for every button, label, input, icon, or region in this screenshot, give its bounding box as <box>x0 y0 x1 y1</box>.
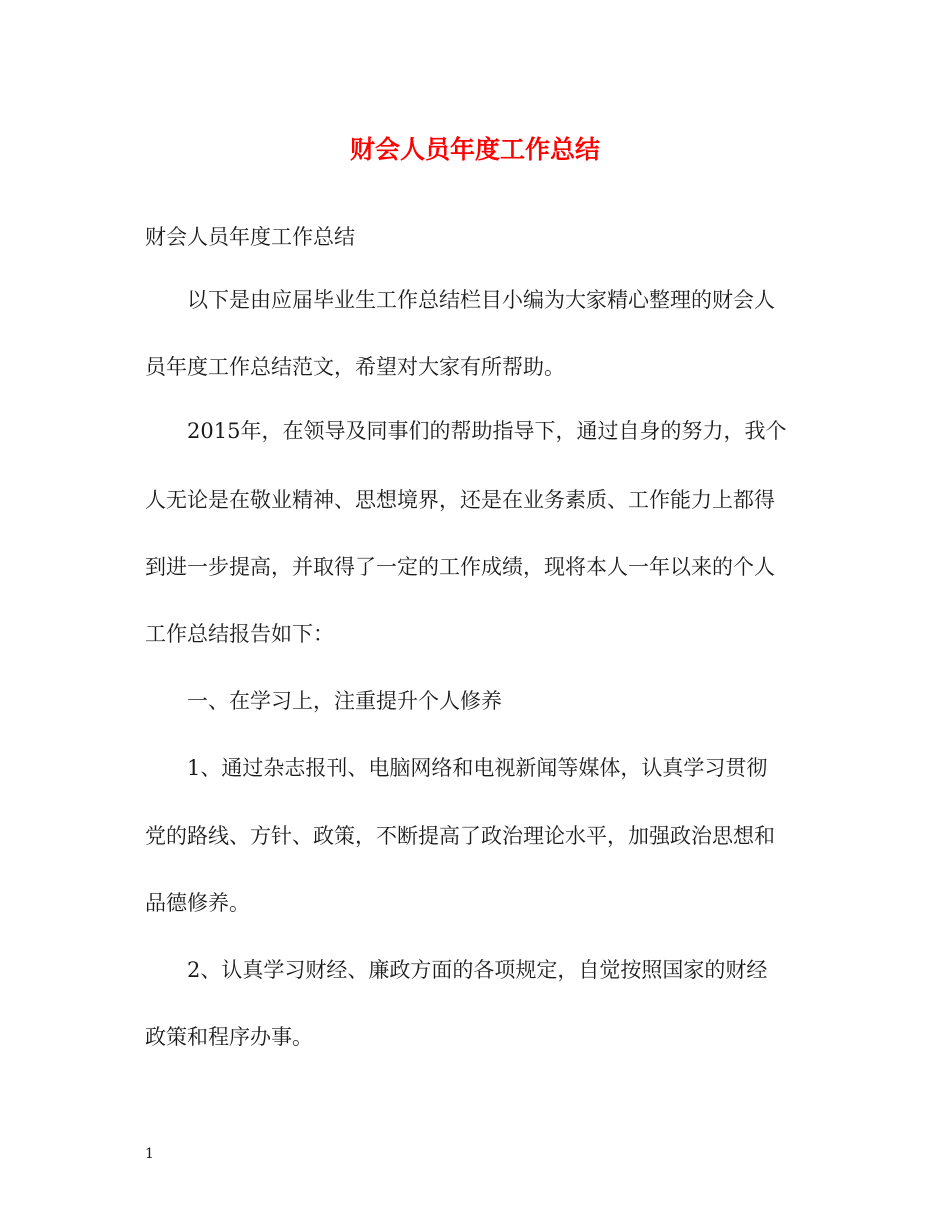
subtitle-line: 财会人员年度工作总结 <box>145 225 355 249</box>
para-2015-line-3: 到进一步提高，并取得了一定的工作成绩，现将本人一年以来的个人 <box>145 555 775 579</box>
para-2015-line-4: 工作总结报告如下： <box>145 622 334 646</box>
item-2-line-1: 2、认真学习财经、廉政方面的各项规定，自觉按照国家的财经 <box>187 958 768 982</box>
intro-line-1: 以下是由应届毕业生工作总结栏目小编为大家精心整理的财会人 <box>187 288 775 312</box>
item-2-line-2: 政策和程序办事。 <box>145 1025 313 1049</box>
item-1-line-3: 品德修养。 <box>145 891 250 915</box>
intro-line-2: 员年度工作总结范文，希望对大家有所帮助。 <box>145 355 565 379</box>
para-2015-line-2: 人无论是在敬业精神、思想境界，还是在业务素质、工作能力上都得 <box>145 488 775 512</box>
item-1-line-2: 党的路线、方针、政策，不断提高了政治理论水平，加强政治思想和 <box>145 824 775 848</box>
para-2015-line-1: 2015年，在领导及同事们的帮助指导下，通过自身的努力，我个 <box>187 419 787 443</box>
page-number: 1 <box>145 1146 154 1162</box>
document-title: 财会人员年度工作总结 <box>349 135 600 164</box>
section-heading-1: 一、在学习上，注重提升个人修养 <box>187 689 502 713</box>
item-1-line-1: 1、通过杂志报刊、电脑网络和电视新闻等媒体，认真学习贯彻 <box>187 756 768 780</box>
